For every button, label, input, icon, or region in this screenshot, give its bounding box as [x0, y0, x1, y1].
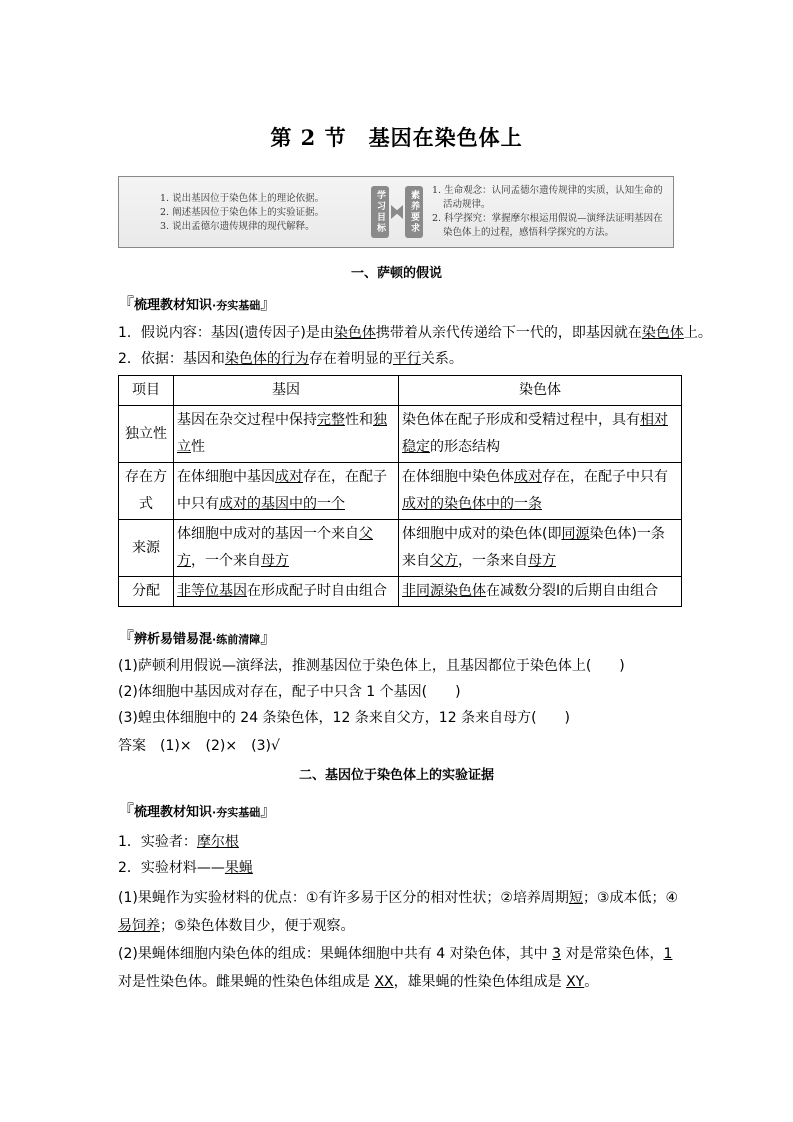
paragraph: 1．实验者：摩尔根: [118, 834, 239, 850]
blank-answer: 果蝇: [224, 860, 253, 876]
question-item: (3)蝗虫体细胞中的 24 条染色体，12 条来自父方，12 条来自母方( ): [118, 710, 570, 726]
tab-label-main: 梳理教材知识: [134, 298, 213, 313]
requirement-line: 2. 科学探究：掌握摩尔根运用假说—演绎法证明基因在: [432, 213, 663, 224]
tab-label-sub: ·夯实基础: [212, 806, 261, 819]
learning-goals-tag: 学习目标: [371, 186, 389, 238]
row-label: 独立性: [119, 406, 174, 463]
blank-answer: XX: [374, 974, 394, 990]
blank-answer: XY: [566, 974, 585, 990]
table-header: 基因: [174, 376, 399, 406]
tab-label: 『梳理教材知识·夯实基础』: [118, 294, 277, 313]
paragraph: (2)果蝇体细胞内染色体的组成：果蝇体细胞中共有 4 对染色体，其中 3 对是常染色体，1 对是性染色体。雌果蝇的性染色体组成是 XX，雄果蝇的性染色体组成是 XY。: [118, 946, 673, 990]
paragraph: (1)果蝇作为实验材料的优点：①有许多易于区分的相对性状；②培养周期短；③成本低；④易饲养；⑤染色体数目少，便于观察。: [118, 890, 679, 934]
section-heading: 一、萨顿的假说: [350, 266, 442, 281]
literacy-requirements: [432, 184, 672, 240]
paragraph: 2．依据：基因和染色体的行为存在着明显的平行关系。: [118, 351, 463, 367]
question-item: (2)体细胞中基因成对存在，配子中只含 1 个基因( ): [118, 684, 461, 700]
blank-answer: 染色体: [333, 325, 376, 341]
comparison-table: [118, 375, 682, 607]
tab-label-sub: ·练前清障: [212, 633, 261, 646]
chromosome-cell: 染色体在配子形成和受精过程中，具有相对稳定的形态结构: [399, 406, 682, 463]
objective-item: 1. 说出基因位于染色体上的理论依据。: [160, 193, 325, 204]
objective-item: 2. 阐述基因位于染色体上的实验证据。: [160, 207, 325, 218]
table-row: [119, 406, 682, 463]
tab-label-main: 辨析易错易混: [134, 632, 213, 647]
gene-cell: 非等位基因在形成配子时自由组合: [174, 577, 399, 607]
table-row: [119, 520, 682, 577]
gene-cell: 在体细胞中基因成对存在，在配子中只有成对的基因中的一个: [174, 463, 399, 520]
chromosome-cell: 在体细胞中染色体成对存在，在配子中只有成对的染色体中的一条: [399, 463, 682, 520]
chromosome-cell: 体细胞中成对的染色体(即同源染色体)一条来自父方，一条来自母方: [399, 520, 682, 577]
blank-answer: 摩尔根: [196, 834, 239, 850]
chromosome-cell: 非同源染色体在减数分裂Ⅰ的后期自由组合: [399, 577, 682, 607]
tab-label: 『辨析易错易混·练前清障』: [118, 628, 277, 647]
blank-answer: 平行: [392, 351, 421, 367]
paragraph: 2．实验材料——果蝇: [118, 860, 253, 876]
table-header: 项目: [119, 376, 174, 406]
gene-cell: 体细胞中成对的基因一个来自父方，一个来自母方: [174, 520, 399, 577]
requirement-line: 染色体上的过程，感悟科学探究的方法。: [443, 227, 615, 238]
paragraph: 1．假说内容：基因(遗传因子)是由染色体携带着从亲代传递给下一代的，即基因就在染色体上。: [118, 325, 712, 341]
tab-label-main: 梳理教材知识: [134, 805, 213, 820]
section-heading: 二、基因位于染色体上的实验证据: [298, 768, 494, 783]
tab-label: 『梳理教材知识·夯实基础』: [118, 801, 277, 820]
blank-answer: 3: [552, 946, 562, 962]
table-header-row: [119, 376, 682, 406]
learning-objectives: [160, 192, 324, 234]
arrow-left-icon: [395, 205, 403, 219]
answer-line: 答案 (1)× (2)× (3)√: [118, 738, 280, 754]
objective-item: 3. 说出孟德尔遗传规律的现代解释。: [160, 221, 315, 232]
blank-answer: 染色体的行为: [224, 351, 309, 367]
row-label: 来源: [119, 520, 174, 577]
requirement-line: 1. 生命观念：认同孟德尔遗传规律的实质，认知生命的: [432, 185, 663, 196]
question-item: (1)萨顿利用假说—演绎法，推测基因位于染色体上，且基因都位于染色体上( ): [118, 658, 625, 674]
blank-answer: 染色体: [641, 325, 684, 341]
blank-answer: 易饲养: [118, 918, 160, 934]
literacy-requirements-tag: 素养要求: [405, 186, 423, 238]
gene-cell: 基因在杂交过程中保持完整性和独立性: [174, 406, 399, 463]
requirement-line: 活动规律。: [443, 199, 491, 210]
page-title: 第 2 节 基因在染色体上: [270, 125, 523, 150]
row-label: 分配: [119, 577, 174, 607]
row-label: 存在方式: [119, 463, 174, 520]
table-header: 染色体: [399, 376, 682, 406]
blank-answer: 1: [663, 946, 673, 962]
table-row: [119, 577, 682, 607]
blank-answer: 短: [568, 890, 583, 906]
table-row: [119, 463, 682, 520]
tab-label-sub: ·夯实基础: [212, 299, 261, 312]
